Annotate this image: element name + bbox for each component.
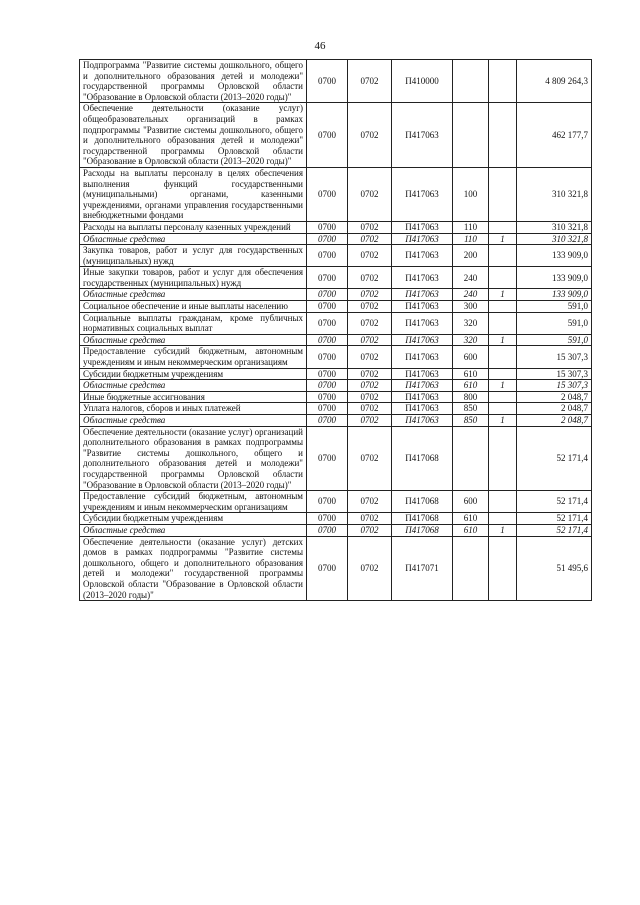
section-code-cell: 0700 [307,245,348,267]
subsection-code-cell: 0702 [348,368,392,380]
table-row-regional-funds [80,233,592,245]
funding-source-cell [489,221,517,233]
amount-cell: 591,0 [517,301,592,313]
row-name-cell: Предоставление субсидий бюджетным, автономным учреждениям и иным некоммерческим организациям [80,491,307,513]
funding-source-cell: 1 [489,289,517,301]
table-row [80,301,592,313]
target-article-cell: П417063 [392,312,453,334]
expense-type-cell: 240 [453,289,489,301]
section-code-cell: 0700 [307,380,348,392]
amount-cell: 52 171,4 [517,491,592,513]
target-article-cell: П417063 [392,221,453,233]
subsection-code-cell: 0702 [348,346,392,368]
target-article-cell: П410000 [392,60,453,103]
target-article-cell: П417068 [392,491,453,513]
expense-type-cell: 800 [453,391,489,403]
amount-cell: 15 307,3 [517,380,592,392]
target-article-cell: П417063 [392,415,453,427]
subsection-code-cell: 0702 [348,403,392,415]
funding-source-cell [489,426,517,491]
target-article-cell: П417068 [392,524,453,536]
amount-cell: 133 909,0 [517,245,592,267]
subsection-code-cell: 0702 [348,334,392,346]
section-code-cell: 0700 [307,167,348,221]
amount-cell: 133 909,0 [517,289,592,301]
funding-source-cell [489,103,517,168]
expense-type-cell [453,536,489,601]
section-code-cell: 0700 [307,391,348,403]
expense-type-cell: 610 [453,380,489,392]
funding-source-cell [489,536,517,601]
subsection-code-cell: 0702 [348,60,392,103]
expense-type-cell: 610 [453,513,489,525]
amount-cell: 52 171,4 [517,426,592,491]
row-name-cell: Расходы на выплаты персоналу в целях обеспечения выполнения функций государственными (муниципальными) органами, казенными учреждениями, органами управления государственными внебюджетными фондами [80,167,307,221]
amount-cell: 591,0 [517,334,592,346]
amount-cell: 4 809 264,3 [517,60,592,103]
row-name-cell: Иные закупки товаров, работ и услуг для обеспечения государственных (муниципальных) нужд [80,267,307,289]
subsection-code-cell: 0702 [348,289,392,301]
subsection-code-cell: 0702 [348,301,392,313]
section-code-cell: 0700 [307,513,348,525]
funding-source-cell [489,346,517,368]
table-row [80,312,592,334]
subsection-code-cell: 0702 [348,426,392,491]
subsection-code-cell: 0702 [348,167,392,221]
row-name-cell: Закупка товаров, работ и услуг для государственных (муниципальных) нужд [80,245,307,267]
row-name-cell: Обеспечение деятельности (оказание услуг) общеобразовательных организаций в рамках подпрограммы "Развитие системы дошкольного, общего и дополнительного образования детей и молодежи" государственной программы Орловской области "Образование в Орловской области (2013–2020 годы)" [80,103,307,168]
section-code-cell: 0700 [307,60,348,103]
funding-source-cell: 1 [489,233,517,245]
row-name-cell: Областные средства [80,289,307,301]
subsection-code-cell: 0702 [348,536,392,601]
amount-cell: 310 321,8 [517,167,592,221]
section-code-cell: 0700 [307,368,348,380]
row-name-cell: Социальное обеспечение и иные выплаты населению [80,301,307,313]
expense-type-cell [453,60,489,103]
funding-source-cell: 1 [489,415,517,427]
target-article-cell: П417063 [392,391,453,403]
expense-type-cell: 200 [453,245,489,267]
table-row [80,536,592,601]
funding-source-cell: 1 [489,524,517,536]
expense-type-cell: 300 [453,301,489,313]
expense-type-cell: 320 [453,334,489,346]
funding-source-cell [489,301,517,313]
funding-source-cell [489,60,517,103]
expense-type-cell: 850 [453,415,489,427]
table-row-regional-funds [80,524,592,536]
subsection-code-cell: 0702 [348,524,392,536]
row-name-cell: Обеспечение деятельности (оказание услуг) организаций дополнительного образования в рамках подпрограммы "Развитие системы дошкольного, общего и дополнительного образования детей и молодежи" государственной программы Орловской области "Образование в Орловской области (2013–2020 годы)" [80,426,307,491]
row-name-cell: Подпрограмма "Развитие системы дошкольного, общего и дополнительного образования детей и молодежи" государственной программы Орловской области "Образование в Орловской области (2013–2020 годы)" [80,60,307,103]
amount-cell: 52 171,4 [517,524,592,536]
table-row [80,513,592,525]
table-row [80,403,592,415]
table-row-regional-funds [80,380,592,392]
amount-cell: 462 177,7 [517,103,592,168]
section-code-cell: 0700 [307,346,348,368]
target-article-cell: П417063 [392,245,453,267]
row-name-cell: Областные средства [80,415,307,427]
funding-source-cell [489,267,517,289]
section-code-cell: 0700 [307,103,348,168]
subsection-code-cell: 0702 [348,391,392,403]
funding-source-cell [489,368,517,380]
amount-cell: 51 495,6 [517,536,592,601]
row-name-cell: Областные средства [80,334,307,346]
funding-source-cell [489,312,517,334]
section-code-cell: 0700 [307,221,348,233]
expense-type-cell: 240 [453,267,489,289]
target-article-cell: П417068 [392,426,453,491]
funding-source-cell [489,167,517,221]
row-name-cell: Уплата налогов, сборов и иных платежей [80,403,307,415]
funding-source-cell [489,245,517,267]
table-row [80,167,592,221]
funding-source-cell [489,491,517,513]
table-row [80,391,592,403]
row-name-cell: Областные средства [80,233,307,245]
row-name-cell: Расходы на выплаты персоналу казенных учреждений [80,221,307,233]
target-article-cell: П417071 [392,536,453,601]
target-article-cell: П417063 [392,167,453,221]
section-code-cell: 0700 [307,536,348,601]
table-row-regional-funds [80,334,592,346]
table-row-regional-funds [80,289,592,301]
target-article-cell: П417063 [392,267,453,289]
section-code-cell: 0700 [307,334,348,346]
amount-cell: 310 321,8 [517,221,592,233]
expense-type-cell [453,103,489,168]
target-article-cell: П417063 [392,233,453,245]
target-article-cell: П417063 [392,301,453,313]
section-code-cell: 0700 [307,415,348,427]
expense-type-cell: 320 [453,312,489,334]
subsection-code-cell: 0702 [348,267,392,289]
amount-cell: 52 171,4 [517,513,592,525]
target-article-cell: П417063 [392,103,453,168]
expense-type-cell: 110 [453,221,489,233]
section-code-cell: 0700 [307,426,348,491]
table-body [80,60,592,601]
subsection-code-cell: 0702 [348,221,392,233]
row-name-cell: Предоставление субсидий бюджетным, автономным учреждениям и иным некоммерческим организациям [80,346,307,368]
section-code-cell: 0700 [307,403,348,415]
row-name-cell: Обеспечение деятельности (оказание услуг) детских домов в рамках подпрограммы "Развитие системы дошкольного, общего и дополнительного образования детей и молодежи" государственной программы Орловской области "Образование в Орловской области (2013–2020 годы)" [80,536,307,601]
row-name-cell: Областные средства [80,524,307,536]
subsection-code-cell: 0702 [348,513,392,525]
subsection-code-cell: 0702 [348,103,392,168]
table-row-regional-funds [80,415,592,427]
budget-table [79,59,592,601]
subsection-code-cell: 0702 [348,415,392,427]
amount-cell: 310 321,8 [517,233,592,245]
amount-cell: 2 048,7 [517,415,592,427]
amount-cell: 2 048,7 [517,391,592,403]
expense-type-cell: 610 [453,368,489,380]
amount-cell: 15 307,3 [517,346,592,368]
table-row [80,103,592,168]
row-name-cell: Областные средства [80,380,307,392]
amount-cell: 2 048,7 [517,403,592,415]
amount-cell: 133 909,0 [517,267,592,289]
table-row [80,221,592,233]
target-article-cell: П417063 [392,334,453,346]
subsection-code-cell: 0702 [348,245,392,267]
table-row [80,491,592,513]
target-article-cell: П417068 [392,513,453,525]
row-name-cell: Социальные выплаты гражданам, кроме публичных нормативных социальных выплат [80,312,307,334]
section-code-cell: 0700 [307,491,348,513]
expense-type-cell [453,426,489,491]
amount-cell: 591,0 [517,312,592,334]
section-code-cell: 0700 [307,312,348,334]
table-row [80,60,592,103]
target-article-cell: П417063 [392,380,453,392]
target-article-cell: П417063 [392,368,453,380]
section-code-cell: 0700 [307,289,348,301]
table-row [80,368,592,380]
expense-type-cell: 110 [453,233,489,245]
expense-type-cell: 100 [453,167,489,221]
funding-source-cell: 1 [489,334,517,346]
subsection-code-cell: 0702 [348,491,392,513]
table-row [80,346,592,368]
table-row [80,245,592,267]
section-code-cell: 0700 [307,301,348,313]
subsection-code-cell: 0702 [348,380,392,392]
expense-type-cell: 600 [453,346,489,368]
expense-type-cell: 850 [453,403,489,415]
section-code-cell: 0700 [307,233,348,245]
funding-source-cell [489,513,517,525]
row-name-cell: Иные бюджетные ассигнования [80,391,307,403]
amount-cell: 15 307,3 [517,368,592,380]
target-article-cell: П417063 [392,289,453,301]
expense-type-cell: 610 [453,524,489,536]
funding-source-cell [489,403,517,415]
funding-source-cell [489,391,517,403]
table-row [80,267,592,289]
section-code-cell: 0700 [307,524,348,536]
page-number: 46 [314,40,326,52]
section-code-cell: 0700 [307,267,348,289]
subsection-code-cell: 0702 [348,233,392,245]
expense-type-cell: 600 [453,491,489,513]
row-name-cell: Субсидии бюджетным учреждениям [80,368,307,380]
row-name-cell: Субсидии бюджетным учреждениям [80,513,307,525]
table-row [80,426,592,491]
target-article-cell: П417063 [392,403,453,415]
target-article-cell: П417063 [392,346,453,368]
subsection-code-cell: 0702 [348,312,392,334]
funding-source-cell: 1 [489,380,517,392]
